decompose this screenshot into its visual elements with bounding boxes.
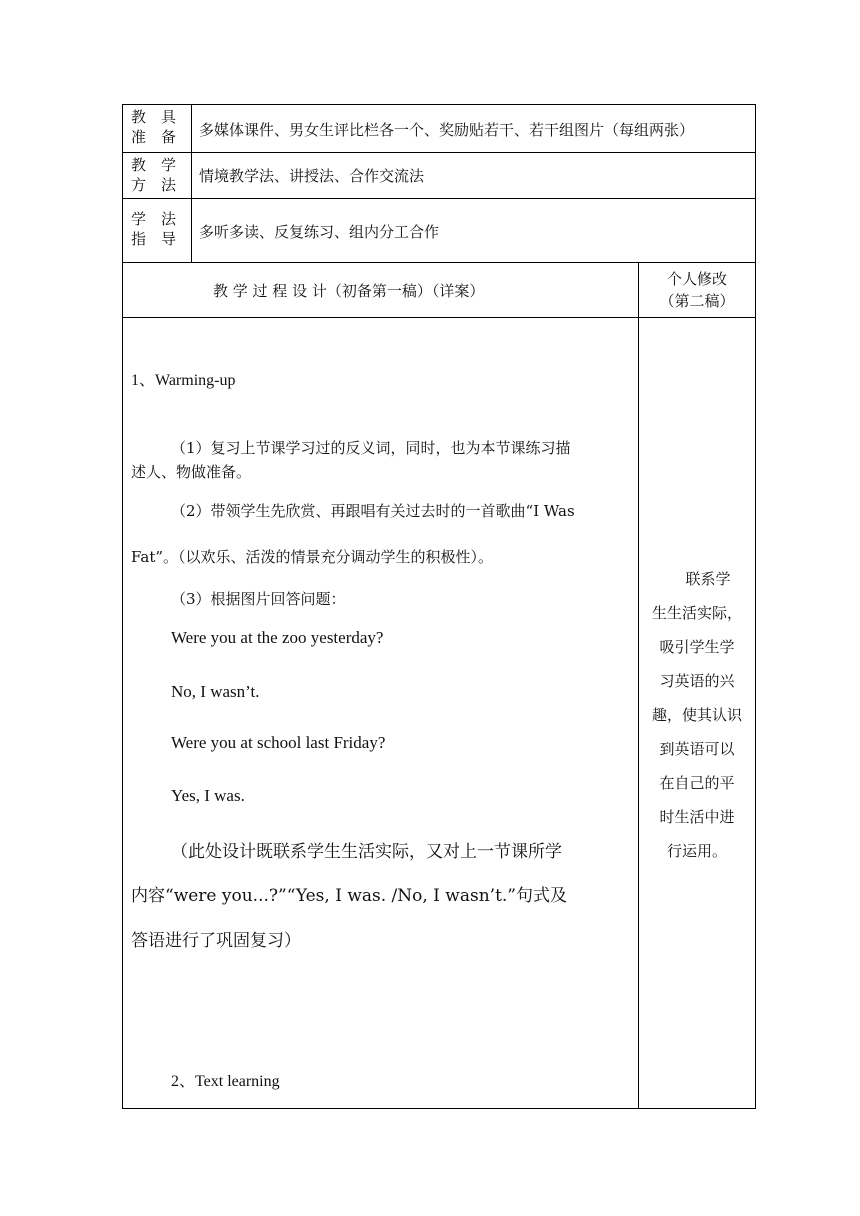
label-line: 教 学 <box>131 156 177 174</box>
table-border-right <box>755 104 756 1109</box>
study-guidance-content: 多听多读、反复练习、组内分工合作 <box>199 223 440 241</box>
design-note-line-2: 内容“were you...?”“Yes, I was. /No, I wasn’t.”句式及 <box>131 886 567 906</box>
item-3: （3）根据图片回答问题： <box>171 590 346 608</box>
section-heading-warming-up: 1、Warming-up <box>131 372 236 389</box>
side-note-line: 行运用。 <box>666 842 727 860</box>
side-note-line: 时生活中进 <box>659 808 735 826</box>
label-column-divider <box>191 104 192 262</box>
dialogue-line: Yes, I was. <box>171 786 245 805</box>
teaching-tools-content: 多媒体课件、男女生评比栏各一个、奖励贴若干、若干组图片（每组两张） <box>199 121 695 139</box>
process-design-title: 教 学 过 程 设 计（初备第一稿）（详案） <box>213 282 485 300</box>
study-guidance-label <box>131 209 176 249</box>
revision-header-line: 个人修改 <box>666 270 727 288</box>
item-1-line-2: 述人、物做准备。 <box>131 463 252 481</box>
table-border-top <box>122 104 756 105</box>
teaching-tools-label <box>131 107 176 147</box>
design-note-line-3: 答语进行了巩固复习） <box>131 931 301 951</box>
row-divider <box>122 198 756 199</box>
side-note-line: 到英语可以 <box>659 740 735 758</box>
side-note-line: 联系学 <box>685 570 731 588</box>
side-note-line: 吸引学生学 <box>659 638 735 656</box>
row-divider <box>122 152 756 153</box>
revision-column-divider <box>638 262 639 1108</box>
label-line: 准 备 <box>131 128 177 146</box>
label-line: 学 法 <box>131 210 177 228</box>
table-border-bottom <box>122 1108 756 1109</box>
revision-header <box>640 268 754 312</box>
label-line: 教 具 <box>131 108 177 126</box>
side-note-line: 习英语的兴 <box>659 672 735 690</box>
teaching-methods-label <box>131 155 176 195</box>
design-note-line-1: （此处设计既联系学生生活实际，又对上一节课所学 <box>171 842 562 862</box>
row-divider <box>122 262 756 263</box>
side-note-line: 在自己的平 <box>659 774 735 792</box>
dialogue-line: Were you at the zoo yesterday? <box>171 628 384 647</box>
revision-side-note <box>648 562 746 868</box>
table-border-left <box>122 104 123 1109</box>
dialogue-line: Were you at school last Friday? <box>171 733 386 752</box>
side-note-line: 趣，使其认识 <box>651 706 742 724</box>
item-2-line-2: Fat”。（以欢乐、活泼的情景充分调动学生的积极性）。 <box>131 548 494 566</box>
teaching-methods-content: 情境教学法、讲授法、合作交流法 <box>199 167 425 185</box>
label-line: 方 法 <box>131 176 177 194</box>
dialogue-line: No, I wasn’t. <box>171 682 260 701</box>
revision-header-line: （第二稿） <box>659 292 735 310</box>
label-line: 指 导 <box>131 230 177 248</box>
row-divider <box>122 317 756 318</box>
section-heading-text-learning: 2、Text learning <box>171 1073 280 1090</box>
item-1-line-1: （1）复习上节课学习过的反义词，同时，也为本节课练习描 <box>171 439 571 457</box>
item-2-line-1: （2）带领学生先欣赏、再跟唱有关过去时的一首歌曲“I Was <box>171 502 575 520</box>
side-note-line: 生生活实际， <box>651 604 742 622</box>
